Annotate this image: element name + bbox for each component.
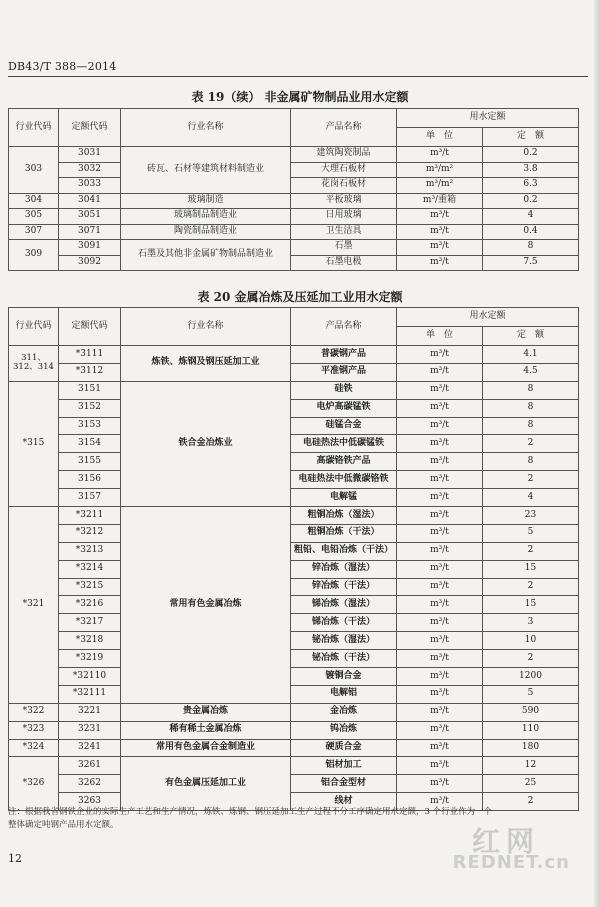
quota-code-cell: 3033 <box>59 178 121 194</box>
quota-code-cell: *3211 <box>59 507 121 525</box>
table-row <box>9 209 579 225</box>
product-name-cell: 粗铜冶炼（湿法） <box>291 507 397 525</box>
header-product-name: 产品名称 <box>291 109 397 147</box>
table-row <box>9 721 579 739</box>
header-quota: 定 额 <box>483 128 579 147</box>
industry-name-cell: 炼铁、炼钢及钢压延加工业 <box>121 346 291 382</box>
table-row <box>9 381 579 399</box>
table-row <box>9 399 579 417</box>
product-name-cell: 硅锰合金 <box>291 417 397 435</box>
quota-value-cell: 3.8 <box>483 162 579 178</box>
unit-cell: m³/t <box>397 614 483 632</box>
industry-code-cell: *323 <box>9 721 59 739</box>
table-row <box>9 650 579 668</box>
quota-value-cell: 2 <box>483 542 579 560</box>
table-row <box>9 632 579 650</box>
unit-cell: m³/t <box>397 489 483 507</box>
unit-cell: m³/t <box>397 793 483 811</box>
unit-cell: m³/t <box>397 435 483 453</box>
quota-value-cell: 180 <box>483 739 579 757</box>
industry-name-cell: 铁合金冶炼业 <box>121 381 291 506</box>
quota-code-cell: 3032 <box>59 162 121 178</box>
unit-cell: m³/t <box>397 757 483 775</box>
header-industry-name: 行业名称 <box>121 109 291 147</box>
product-name-cell: 花岗石板材 <box>291 178 397 194</box>
header-industry-name: 行业名称 <box>121 308 291 346</box>
unit-cell: m³/t <box>397 381 483 399</box>
product-name-cell: 铋冶炼（湿法） <box>291 632 397 650</box>
unit-cell: m³/m² <box>397 162 483 178</box>
quota-code-cell: 3156 <box>59 471 121 489</box>
note-line-1: 注：根据我省钢铁企业的实际生产工艺和生产情况，炼铁、炼钢、钢压延加工生产过程不分工序确定用水定额，3 个行业作为一个 <box>8 807 493 817</box>
industry-name-cell: 常用有色金属冶炼 <box>121 507 291 704</box>
table-row <box>9 489 579 507</box>
product-name-cell: 电解锰 <box>291 489 397 507</box>
quota-code-cell: *3111 <box>59 346 121 364</box>
table-row <box>9 596 579 614</box>
product-name-cell: 铝材加工 <box>291 757 397 775</box>
product-name-cell: 电解铝 <box>291 685 397 703</box>
industry-name-cell: 常用有色金属合金制造业 <box>121 739 291 757</box>
industry-code-cell: *321 <box>9 507 59 704</box>
quota-code-cell: 3231 <box>59 721 121 739</box>
unit-cell: m³/t <box>397 650 483 668</box>
quota-value-cell: 4 <box>483 209 579 225</box>
unit-cell: m³/t <box>397 560 483 578</box>
industry-code-cell: *326 <box>9 757 59 811</box>
header-product-name: 产品名称 <box>291 308 397 346</box>
quota-value-cell: 3 <box>483 614 579 632</box>
quota-value-cell: 2 <box>483 650 579 668</box>
table-row <box>9 524 579 542</box>
product-name-cell: 平板玻璃 <box>291 193 397 209</box>
quota-value-cell: 8 <box>483 453 579 471</box>
industry-code-cell: *322 <box>9 703 59 721</box>
quota-value-cell: 8 <box>483 399 579 417</box>
unit-cell: m³/t <box>397 703 483 721</box>
product-name-cell: 石墨 <box>291 240 397 256</box>
industry-code-cell: *324 <box>9 739 59 757</box>
industry-code-cell: 307 <box>9 224 59 240</box>
unit-cell: m³/m² <box>397 178 483 194</box>
table-row <box>9 224 579 240</box>
quota-code-cell: 3031 <box>59 147 121 163</box>
table-row <box>9 346 579 364</box>
quota-code-cell: *3112 <box>59 363 121 381</box>
unit-cell: m³/t <box>397 596 483 614</box>
quota-code-cell: *32110 <box>59 668 121 686</box>
product-name-cell: 线材 <box>291 793 397 811</box>
header-quota-code: 定额代码 <box>59 109 121 147</box>
unit-cell: m³/重箱 <box>397 193 483 209</box>
product-name-cell: 平准钢产品 <box>291 363 397 381</box>
quota-value-cell: 2 <box>483 471 579 489</box>
header-divider <box>8 76 588 77</box>
unit-cell: m³/t <box>397 507 483 525</box>
quota-value-cell: 2 <box>483 793 579 811</box>
industry-code-cell: 309 <box>9 240 59 271</box>
table-row <box>9 542 579 560</box>
quota-code-cell: 3157 <box>59 489 121 507</box>
product-name-cell: 锑冶炼（湿法） <box>291 596 397 614</box>
table-row <box>9 578 579 596</box>
quota-value-cell: 5 <box>483 685 579 703</box>
page-number: 12 <box>8 852 22 865</box>
unit-cell: m³/t <box>397 240 483 256</box>
table20-caption: 表 20 金属冶炼及压延加工业用水定额 <box>197 290 403 304</box>
table-row <box>9 560 579 578</box>
quota-value-cell: 15 <box>483 596 579 614</box>
product-name-cell: 钨冶炼 <box>291 721 397 739</box>
industry-code-cell: 304 <box>9 193 59 209</box>
table-row <box>9 775 579 793</box>
table-row <box>9 162 579 178</box>
watermark-en: REDNET.cn <box>452 852 570 873</box>
header-industry-code: 行业代码 <box>9 308 59 346</box>
quota-value-cell: 6.3 <box>483 178 579 194</box>
table-row <box>9 363 579 381</box>
unit-cell: m³/t <box>397 417 483 435</box>
quota-code-cell: *32111 <box>59 685 121 703</box>
industry-name-cell: 玻璃制品制造业 <box>121 209 291 225</box>
header-water-quota: 用水定额 <box>397 308 579 327</box>
header-unit: 单 位 <box>397 128 483 147</box>
unit-cell: m³/t <box>397 399 483 417</box>
table-row <box>9 668 579 686</box>
quota-value-cell: 1200 <box>483 668 579 686</box>
industry-code-cell: 303 <box>9 147 59 194</box>
quota-code-cell: 3262 <box>59 775 121 793</box>
table-row <box>9 147 579 163</box>
quota-code-cell: 3041 <box>59 193 121 209</box>
table-row <box>9 614 579 632</box>
unit-cell: m³/t <box>397 346 483 364</box>
quota-code-cell: *3215 <box>59 578 121 596</box>
table-row <box>9 178 579 194</box>
table-row <box>9 471 579 489</box>
quota-code-cell: *3216 <box>59 596 121 614</box>
unit-cell: m³/t <box>397 363 483 381</box>
table-row <box>9 435 579 453</box>
quota-value-cell: 7.5 <box>483 255 579 271</box>
header-quota-code: 定额代码 <box>59 308 121 346</box>
header-industry-code: 行业代码 <box>9 109 59 147</box>
product-name-cell: 高碳铬铁产品 <box>291 453 397 471</box>
quota-code-cell: 3155 <box>59 453 121 471</box>
unit-cell: m³/t <box>397 775 483 793</box>
industry-name-cell: 石墨及其他非金属矿物制品制造业 <box>121 240 291 271</box>
industry-name-cell: 有色金属压延加工业 <box>121 757 291 811</box>
note-line-2: 整体确定吨钢产品用水定额。 <box>8 820 119 830</box>
header-quota: 定 额 <box>483 327 579 346</box>
quota-value-cell: 8 <box>483 381 579 399</box>
quota-code-cell: *3212 <box>59 524 121 542</box>
unit-cell: m³/t <box>397 255 483 271</box>
header-unit: 单 位 <box>397 327 483 346</box>
product-name-cell: 建筑陶瓷制品 <box>291 147 397 163</box>
quota-code-cell: 3221 <box>59 703 121 721</box>
industry-code-cell: 311、312、314 <box>9 346 59 382</box>
quota-code-cell: *3213 <box>59 542 121 560</box>
industry-code-cell: 305 <box>9 209 59 225</box>
quota-code-cell: 3241 <box>59 739 121 757</box>
product-name-cell: 粗铜冶炼（干法） <box>291 524 397 542</box>
product-name-cell: 锑冶炼（干法） <box>291 614 397 632</box>
table-row <box>9 255 579 271</box>
product-name-cell: 硬质合金 <box>291 739 397 757</box>
quota-value-cell: 0.4 <box>483 224 579 240</box>
quota-code-cell: 3051 <box>59 209 121 225</box>
product-name-cell: 大理石板材 <box>291 162 397 178</box>
industry-name-cell: 贵金属冶炼 <box>121 703 291 721</box>
quota-code-cell: 3092 <box>59 255 121 271</box>
industry-name-cell: 陶瓷制品制造业 <box>121 224 291 240</box>
table-row <box>9 507 579 525</box>
quota-value-cell: 15 <box>483 560 579 578</box>
quota-value-cell: 5 <box>483 524 579 542</box>
quota-code-cell: 3153 <box>59 417 121 435</box>
product-name-cell: 硅铁 <box>291 381 397 399</box>
quota-code-cell: 3261 <box>59 757 121 775</box>
quota-value-cell: 4 <box>483 489 579 507</box>
table-row <box>9 193 579 209</box>
product-name-cell: 卫生洁具 <box>291 224 397 240</box>
table-row <box>9 739 579 757</box>
quota-value-cell: 2 <box>483 578 579 596</box>
quota-code-cell: 3071 <box>59 224 121 240</box>
product-name-cell: 铋冶炼（干法） <box>291 650 397 668</box>
product-name-cell: 锌冶炼（干法） <box>291 578 397 596</box>
product-name-cell: 普碳钢产品 <box>291 346 397 364</box>
table-row <box>9 703 579 721</box>
standard-code: DB43/T 388—2014 <box>8 60 117 73</box>
quota-value-cell: 4.5 <box>483 363 579 381</box>
table-row <box>9 685 579 703</box>
table-row <box>9 453 579 471</box>
unit-cell: m³/t <box>397 721 483 739</box>
quota-value-cell: 12 <box>483 757 579 775</box>
product-name-cell: 镀铜合金 <box>291 668 397 686</box>
table-row <box>9 240 579 256</box>
unit-cell: m³/t <box>397 209 483 225</box>
product-name-cell: 日用玻璃 <box>291 209 397 225</box>
header-water-quota: 用水定额 <box>397 109 579 128</box>
quota-value-cell: 2 <box>483 435 579 453</box>
unit-cell: m³/t <box>397 578 483 596</box>
quota-code-cell: *3218 <box>59 632 121 650</box>
product-name-cell: 石墨电极 <box>291 255 397 271</box>
quota-value-cell: 8 <box>483 417 579 435</box>
product-name-cell: 锌冶炼（湿法） <box>291 560 397 578</box>
quota-code-cell: 3263 <box>59 793 121 811</box>
quota-value-cell: 0.2 <box>483 147 579 163</box>
page-spine-shadow <box>594 0 600 907</box>
quota-value-cell: 8 <box>483 240 579 256</box>
unit-cell: m³/t <box>397 524 483 542</box>
quota-value-cell: 0.2 <box>483 193 579 209</box>
quota-value-cell: 590 <box>483 703 579 721</box>
unit-cell: m³/t <box>397 685 483 703</box>
product-name-cell: 电炉高碳锰铁 <box>291 399 397 417</box>
quota-value-cell: 23 <box>483 507 579 525</box>
quota-code-cell: 3091 <box>59 240 121 256</box>
industry-code-cell: *315 <box>9 381 59 506</box>
quota-code-cell: 3154 <box>59 435 121 453</box>
quota-value-cell: 110 <box>483 721 579 739</box>
industry-name-cell: 玻璃制造 <box>121 193 291 209</box>
table-row <box>9 417 579 435</box>
unit-cell: m³/t <box>397 632 483 650</box>
quota-code-cell: 3152 <box>59 399 121 417</box>
unit-cell: m³/t <box>397 668 483 686</box>
unit-cell: m³/t <box>397 542 483 560</box>
rednet-watermark <box>420 818 570 878</box>
product-name-cell: 铝合金型材 <box>291 775 397 793</box>
unit-cell: m³/t <box>397 739 483 757</box>
quota-value-cell: 10 <box>483 632 579 650</box>
unit-cell: m³/t <box>397 147 483 163</box>
quota-code-cell: *3219 <box>59 650 121 668</box>
table19 <box>8 108 579 271</box>
product-name-cell: 金冶炼 <box>291 703 397 721</box>
table19-caption: 表 19（续） 非金属矿物制品业用水定额 <box>191 90 409 104</box>
unit-cell: m³/t <box>397 453 483 471</box>
unit-cell: m³/t <box>397 471 483 489</box>
quota-code-cell: 3151 <box>59 381 121 399</box>
quota-code-cell: *3214 <box>59 560 121 578</box>
quota-code-cell: *3217 <box>59 614 121 632</box>
table20 <box>8 307 579 811</box>
industry-name-cell: 稀有稀土金属冶炼 <box>121 721 291 739</box>
industry-name-cell: 砖瓦、石材等建筑材料制造业 <box>121 147 291 194</box>
product-name-cell: 电硅热法中低微碳铬铁 <box>291 471 397 489</box>
unit-cell: m³/t <box>397 224 483 240</box>
product-name-cell: 电硅热法中低碳锰铁 <box>291 435 397 453</box>
product-name-cell: 粗铅、电铅冶炼（干法） <box>291 542 397 560</box>
table-row <box>9 757 579 775</box>
quota-value-cell: 25 <box>483 775 579 793</box>
watermark-cn: 红网 <box>471 825 540 858</box>
quota-value-cell: 4.1 <box>483 346 579 364</box>
